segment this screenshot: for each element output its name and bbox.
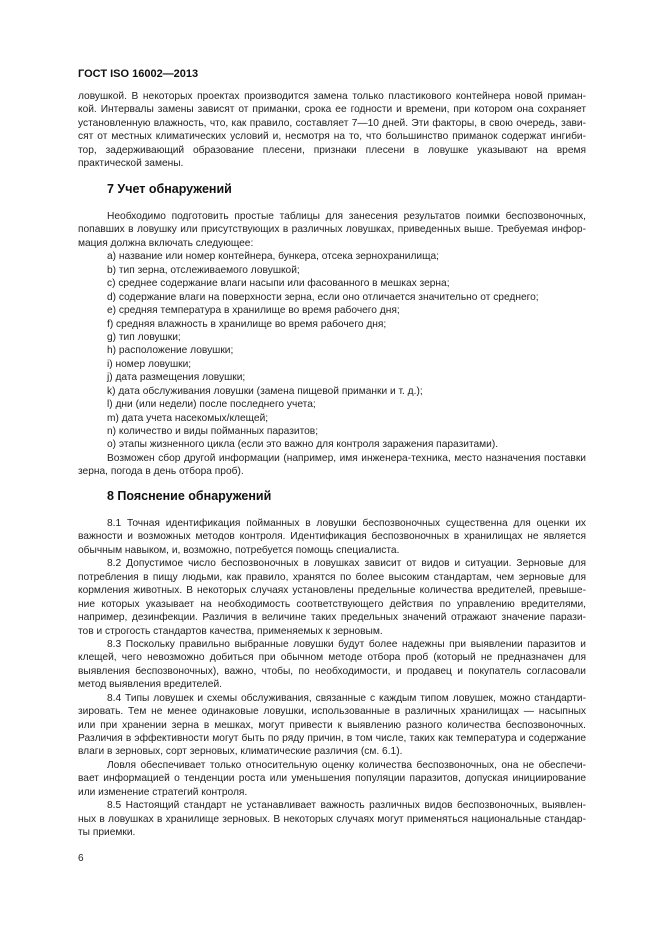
list-item: i) номер ловушки; <box>107 358 192 370</box>
text-line: Различия в эффективности могут быть по ряду причин, в том числе, таких как температура и содержание <box>78 733 586 744</box>
list-item: g) тип ловушки; <box>107 331 181 343</box>
text-line: важности и возможных методов контроля. Идентификация беспозвоночных в хранилищах не является <box>78 531 586 543</box>
list-item: h) расположение ловушки; <box>107 345 234 357</box>
text-line: 8.4 Типы ловушек и схемы обслуживания, связанные с каждым типом ловушек, можно стандарти- <box>107 692 586 704</box>
list-item: k) дата обслуживания ловушки (замена пищевой приманки и т. д.); <box>107 385 423 397</box>
document-header: ГОСТ ISO 16002—2013 <box>78 68 199 80</box>
text-line: попавших в ловушку или присутствующих в различных ловушках, приведенных выше. Требуемая инфор- <box>78 224 586 236</box>
list-item: m) дата учета насекомых/клещей; <box>107 412 269 424</box>
text-line: Ловля обеспечивает только относительную оценку количества беспозвоночных, она не обеспечи- <box>107 759 586 771</box>
text-line: выявления беспозвоночных), важно, чтобы, по необходимости, и продавец и покупатель согласовали <box>78 665 586 677</box>
text-line: ных в ловушках в хранилище зерновых. В некоторых случаях могут применяться национальные стандар- <box>78 813 586 825</box>
list-item: e) средняя температура в хранилище во время рабочего дня; <box>107 305 400 317</box>
text-line: например, дезинфекции. Различия в величине таких предельных значений отражают значение парази- <box>78 612 586 624</box>
text-line: зерна, погода в день отбора проб). <box>78 466 244 478</box>
text-line: Возможен сбор другой информации (например, имя инженера-техника, место назначения поставки <box>107 452 586 464</box>
text-line: мация должна включать следующее: <box>78 237 254 249</box>
text-line: 8.5 Настоящий стандарт не устанавливает важность различных видов беспозвоночных, выявлен- <box>107 800 586 812</box>
section-8-heading: 8 Пояснение обнаружений <box>107 489 272 503</box>
section-8-body <box>78 517 586 840</box>
section-7-body <box>78 210 586 479</box>
paragraph <box>78 517 586 557</box>
intro-paragraph <box>78 90 586 171</box>
list-item: f) средняя влажность в хранилище во время рабочего дня; <box>107 318 387 330</box>
text-line: зировать. Тем не менее одинаковые ловушки, использованные в различных хранилищах — насыпных <box>78 706 586 718</box>
text-line: или изменение стратегий контроля. <box>78 786 248 798</box>
text-line: ты приемки. <box>78 827 136 839</box>
paragraph <box>78 759 586 799</box>
text-line: установленную влажность, что, как правило, составляет 7—10 дней. Эти факторы, в свою очередь, зави- <box>78 117 586 129</box>
paragraph <box>78 799 586 839</box>
text-line: ловушкой. В некоторых проектах производится замена только пластикового контейнера новой приман- <box>78 91 586 102</box>
text-line: 8.3 Поскольку правильно выбранные ловушки будут более надежны при выявлении паразитов и <box>107 638 586 650</box>
paragraph <box>78 692 586 759</box>
list-item: b) тип зерна, отслеживаемого ловушкой; <box>107 264 300 276</box>
paragraph <box>78 557 586 638</box>
text-line: влаги в зерновых, сорт зерновых, климатические различия (см. 6.1). <box>78 746 403 758</box>
list-item: c) среднее содержание влаги насыпи или фасованного в мешках зерна; <box>107 278 450 290</box>
section-7-heading: 7 Учет обнаружений <box>107 182 232 196</box>
text-line: кой. Интервалы замены зависят от приманки, срока ее годности и времени, при котором она сохраняет <box>78 104 586 116</box>
text-line: клещей, чего невозможно добиться при обычном методе отбора проб (который не предназначен для <box>78 652 586 664</box>
text-line: вает информацией о тенденции роста или уменьшения популяции паразитов, допуская инициирование <box>78 773 586 785</box>
page-number: 6 <box>78 853 84 864</box>
text-line: тор, задерживающий образование плесени, признаки плесени в ловушке указывают на время <box>78 144 586 156</box>
paragraph <box>78 638 586 692</box>
list-item: o) этапы жизненного цикла (если это важно для контроля заражения паразитами). <box>107 439 499 451</box>
text-line: тов и строгость стандартов качества, применяемых к зерновым. <box>78 625 383 637</box>
text-line: метод выявления вредителей. <box>78 679 222 691</box>
text-line: обычным навыком, и, возможно, потребуется помощь специалиста. <box>78 544 400 556</box>
text-line: 8.1 Точная идентификация пойманных в ловушки беспозвоночных существенна для оценки их <box>107 518 586 529</box>
text-line: Необходимо подготовить простые таблицы для занесения результатов поимки беспозвоночных, <box>107 211 586 222</box>
list-item: n) количество и виды пойманных паразитов; <box>107 426 319 437</box>
text-line: 8.2 Допустимое число беспозвоночных в ловушках зависит от видов и ситуации. Зерновые для <box>107 558 586 570</box>
list-item: j) дата размещения ловушки; <box>107 372 246 384</box>
text-line: или при хранении зерна в мешках, могут привести к выявлению разного количества беспозвоночных. <box>78 719 586 731</box>
list-item: d) содержание влаги на поверхности зерна, если оно отличается значительно от среднего; <box>107 291 539 303</box>
text-line: практической замены. <box>78 158 184 170</box>
list-item: a) название или номер контейнера, бункера, отсека зернохранилища; <box>107 251 439 263</box>
list-item: l) дни (или недели) после последнего учета; <box>107 399 316 411</box>
text-line: потребления в пищу людьми, как правило, хранятся по более высоким стандартам, чем зерновые для <box>78 571 586 583</box>
text-line: кормления животных. В некоторых случаях установлены предельные количества вредителей, превыше- <box>78 585 586 597</box>
text-line: ние которых указывает на необходимость соответствующего действия по управлению вредителями, <box>78 598 586 610</box>
text-line: сят от местных климатических условий и, несмотря на то, что большинство приманок содержат ингиби- <box>78 131 586 143</box>
